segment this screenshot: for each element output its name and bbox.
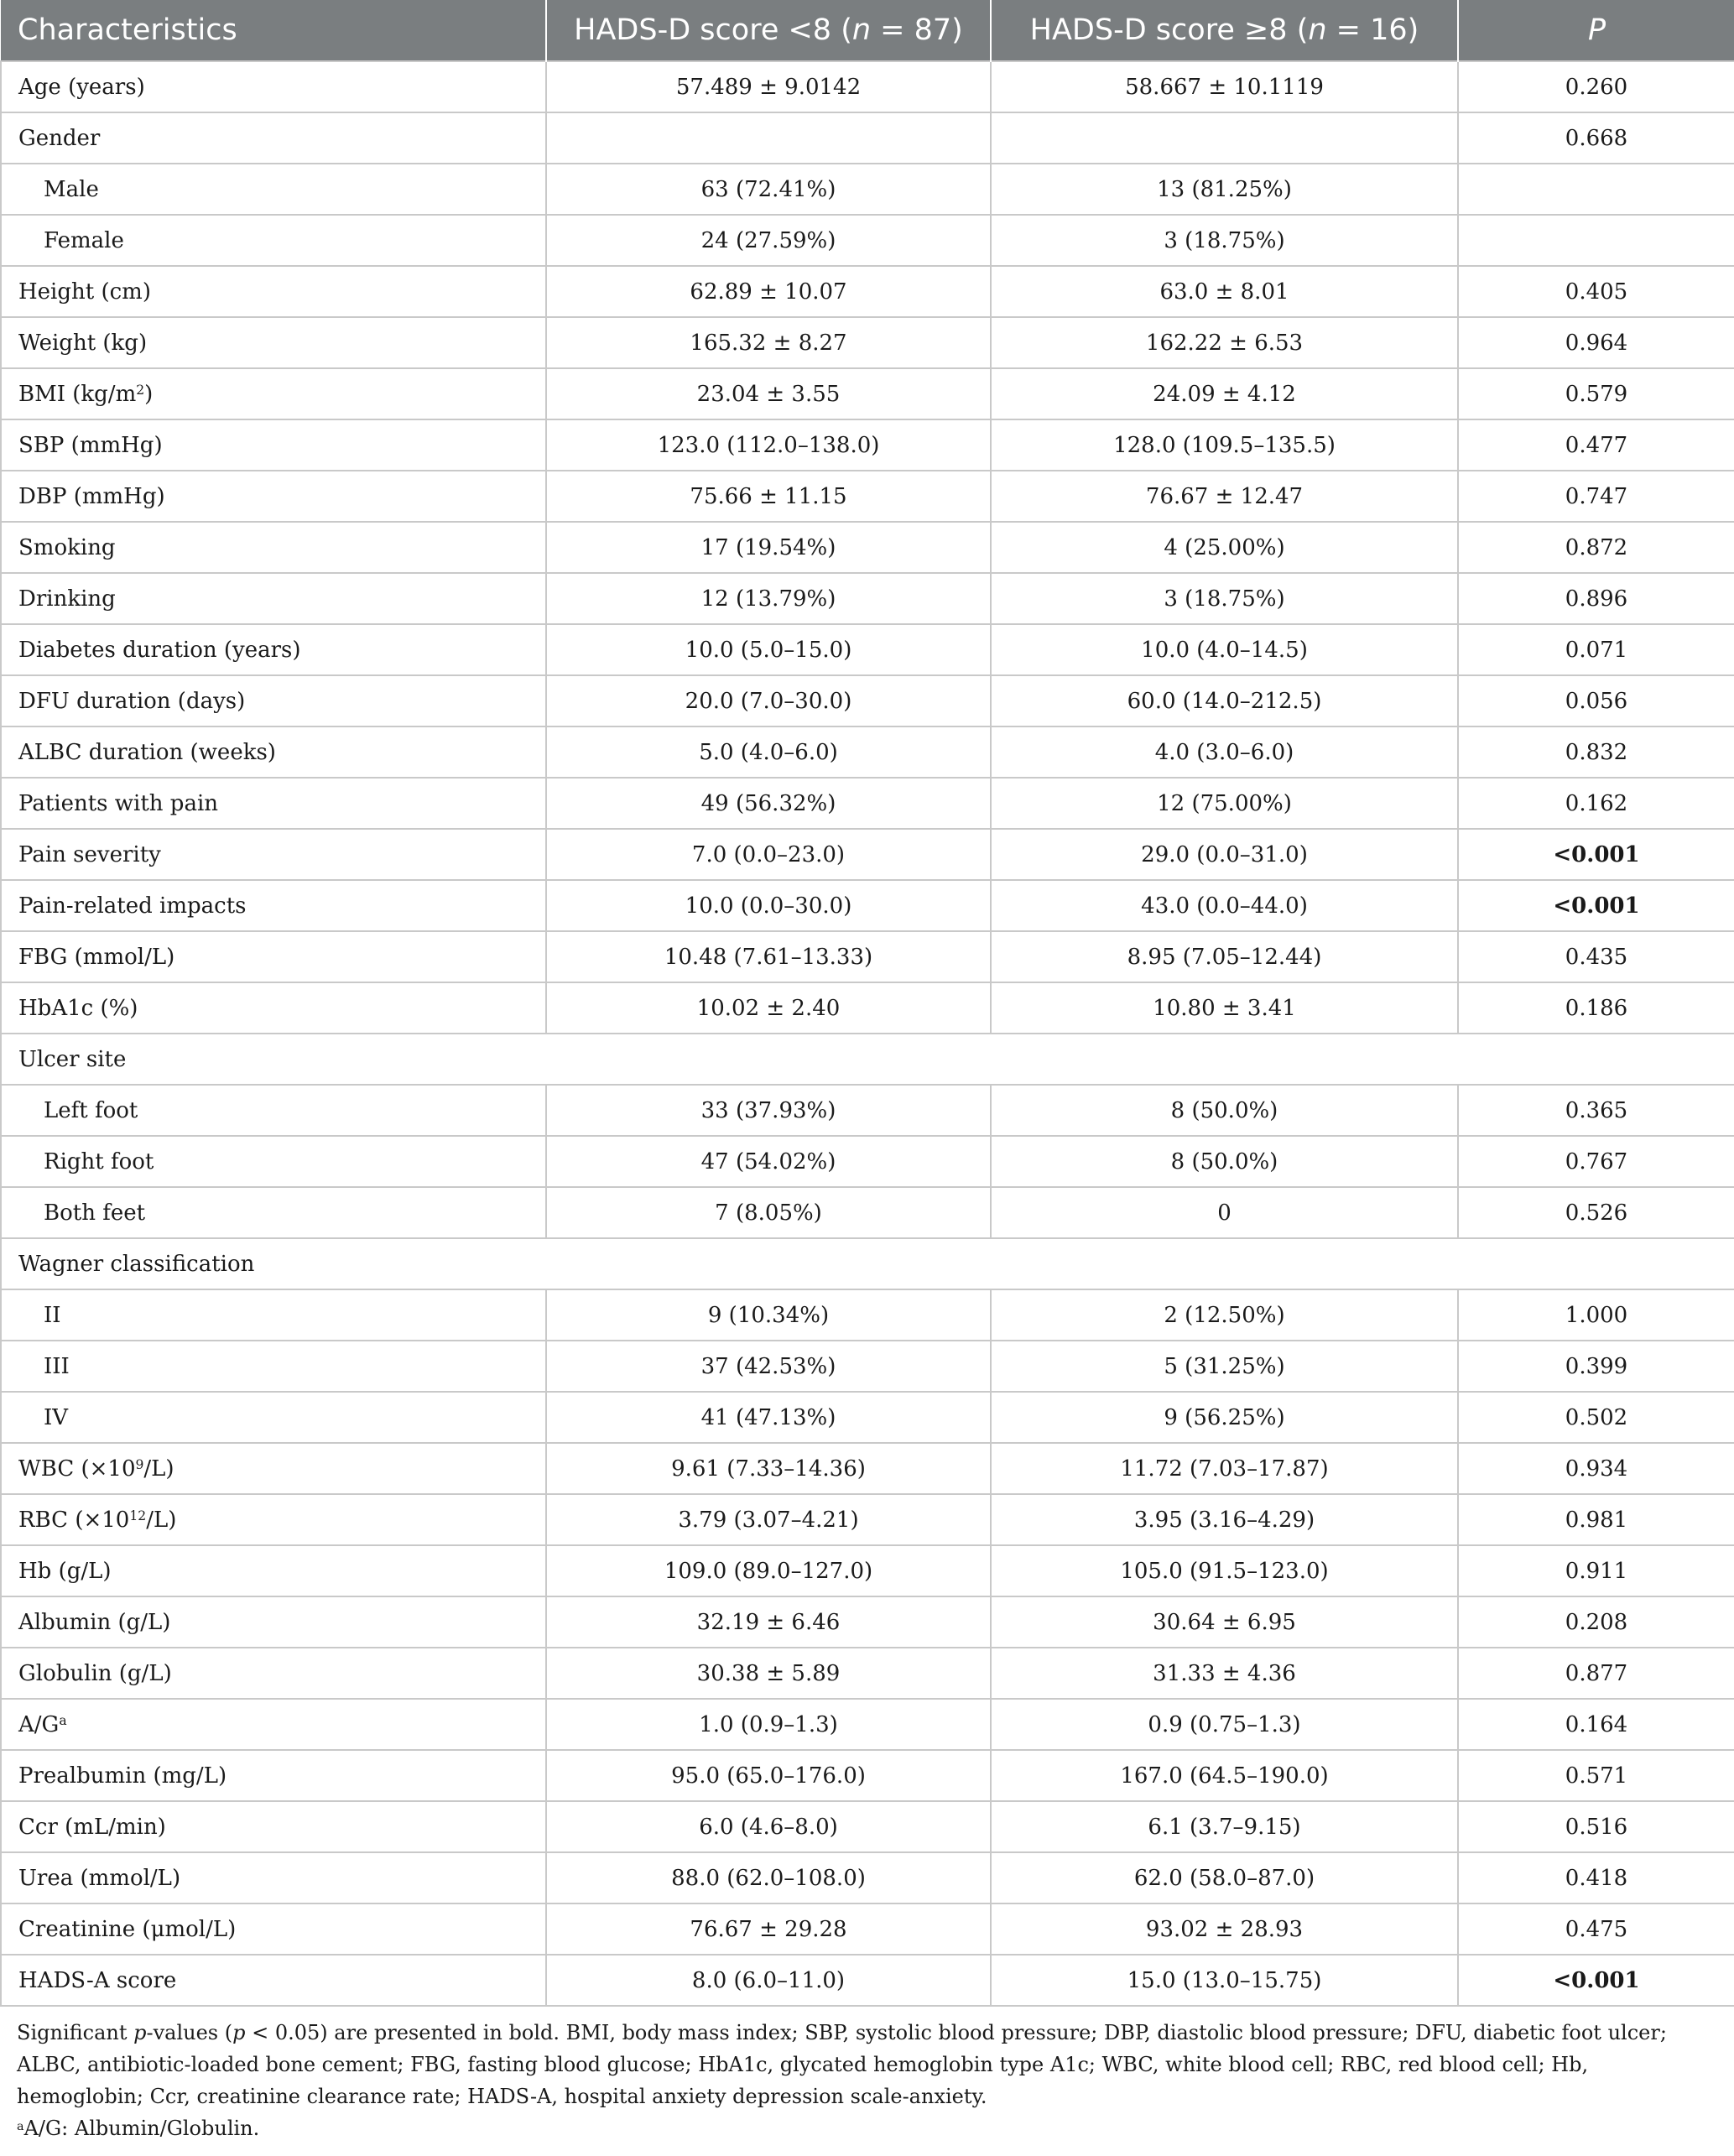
value-hads-d-high: 0 (991, 1187, 1458, 1238)
value-hads-d-low: 1.0 (0.9–1.3) (546, 1699, 991, 1750)
table-row (1, 624, 1734, 675)
row-label: Pain severity (1, 829, 546, 880)
value-hads-d-low: 165.32 ± 8.27 (546, 317, 991, 368)
table-row (1, 1801, 1734, 1852)
table-row (1, 317, 1734, 368)
value-hads-d-high: 10.0 (4.0–14.5) (991, 624, 1458, 675)
value-p: 0.208 (1458, 1596, 1734, 1648)
value-hads-d-low: 123.0 (112.0–138.0) (546, 419, 991, 471)
row-label: Wagner classification (1, 1238, 1734, 1289)
row-label: Smoking (1, 522, 546, 573)
value-hads-d-high: 93.02 ± 28.93 (991, 1903, 1458, 1955)
table-row (1, 1903, 1734, 1955)
row-label: Patients with pain (1, 778, 546, 829)
value-hads-d-low: 95.0 (65.0–176.0) (546, 1750, 991, 1801)
value-hads-d-low: 88.0 (62.0–108.0) (546, 1852, 991, 1903)
table-row (1, 1750, 1734, 1801)
row-label: Weight (kg) (1, 317, 546, 368)
row-label: RBC $(\times 10^{12}/L)$ (1, 1494, 546, 1545)
table-row (1, 1443, 1734, 1494)
value-p: 0.872 (1458, 522, 1734, 573)
footnote-ag: $^a$A/G: Albumin/Globulin. (17, 2117, 260, 2140)
value-p (1458, 164, 1734, 215)
value-p: 0.747 (1458, 471, 1734, 522)
value-hads-d-low: 10.02 ± 2.40 (546, 982, 991, 1034)
value-hads-d-high: 43.0 (0.0–44.0) (991, 880, 1458, 931)
value-p: 0.911 (1458, 1545, 1734, 1596)
table-footnote (17, 2017, 1720, 2144)
value-hads-d-high: 15.0 (13.0–15.75) (991, 1955, 1458, 2006)
value-p: 0.186 (1458, 982, 1734, 1034)
value-p: 0.399 (1458, 1341, 1734, 1392)
value-hads-d-high: 128.0 (109.5–135.5) (991, 419, 1458, 471)
value-hads-d-high: 62.0 (58.0–87.0) (991, 1852, 1458, 1903)
row-label: $A/G^a$ (1, 1699, 546, 1750)
value-hads-d-high: 6.1 (3.7–9.15) (991, 1801, 1458, 1852)
table-row (1, 675, 1734, 726)
value-hads-d-high: 3.95 (3.16–4.29) (991, 1494, 1458, 1545)
value-hads-d-low: 33 (37.93%) (546, 1085, 991, 1136)
value-hads-d-low: 10.48 (7.61–13.33) (546, 931, 991, 982)
value-hads-d-low: 10.0 (5.0–15.0) (546, 624, 991, 675)
value-hads-d-high: 8.95 (7.05–12.44) (991, 931, 1458, 982)
value-hads-d-low: 30.38 ± 5.89 (546, 1648, 991, 1699)
table-row (1, 1136, 1734, 1187)
value-hads-d-low: 32.19 ± 6.46 (546, 1596, 991, 1648)
table-row (1, 880, 1734, 931)
table-row (1, 61, 1734, 112)
row-label: Albumin (g/L) (1, 1596, 546, 1648)
row-label: DFU duration (days) (1, 675, 546, 726)
header-p-value: P (1458, 0, 1734, 61)
value-p: 0.365 (1458, 1085, 1734, 1136)
value-p: 0.964 (1458, 317, 1734, 368)
row-label: HADS-A score (1, 1955, 546, 2006)
row-label: IV (1, 1392, 546, 1443)
value-hads-d-low: 6.0 (4.6–8.0) (546, 1801, 991, 1852)
row-label: DBP (mmHg) (1, 471, 546, 522)
row-label: FBG (mmol/L) (1, 931, 546, 982)
value-hads-d-low: 23.04 ± 3.55 (546, 368, 991, 419)
value-hads-d-high: 9 (56.25%) (991, 1392, 1458, 1443)
row-label: Age (years) (1, 61, 546, 112)
row-label: Left foot (1, 1085, 546, 1136)
value-hads-d-low: 9.61 (7.33–14.36) (546, 1443, 991, 1494)
value-hads-d-high (991, 112, 1458, 164)
value-p: 0.502 (1458, 1392, 1734, 1443)
row-label: Right foot (1, 1136, 546, 1187)
value-p: 0.981 (1458, 1494, 1734, 1545)
row-label: HbA1c (%) (1, 982, 546, 1034)
value-hads-d-high: 58.667 ± 10.1119 (991, 61, 1458, 112)
table-row (1, 1699, 1734, 1750)
value-hads-d-high: 4 (25.00%) (991, 522, 1458, 573)
table-row (1, 1289, 1734, 1341)
table-row (1, 164, 1734, 215)
value-p: 0.526 (1458, 1187, 1734, 1238)
value-p: 0.477 (1458, 419, 1734, 471)
value-hads-d-low: 20.0 (7.0–30.0) (546, 675, 991, 726)
table-row (1, 573, 1734, 624)
value-hads-d-high: 30.64 ± 6.95 (991, 1596, 1458, 1648)
row-label: Urea (mmol/L) (1, 1852, 546, 1903)
value-p: <0.001 (1458, 829, 1734, 880)
table-row (1, 471, 1734, 522)
row-label: Globulin (g/L) (1, 1648, 546, 1699)
table-row (1, 829, 1734, 880)
table-row (1, 931, 1734, 982)
row-label: Gender (1, 112, 546, 164)
row-label: Prealbumin (mg/L) (1, 1750, 546, 1801)
row-label: WBC $(\times 10^9/L)$ (1, 1443, 546, 1494)
value-hads-d-high: 13 (81.25%) (991, 164, 1458, 215)
value-p: <0.001 (1458, 880, 1734, 931)
value-p: 0.516 (1458, 1801, 1734, 1852)
value-hads-d-low: 37 (42.53%) (546, 1341, 991, 1392)
value-p: 0.934 (1458, 1443, 1734, 1494)
value-p: 0.260 (1458, 61, 1734, 112)
value-hads-d-low: 7.0 (0.0–23.0) (546, 829, 991, 880)
row-label: Hb (g/L) (1, 1545, 546, 1596)
value-hads-d-high: 167.0 (64.5–190.0) (991, 1750, 1458, 1801)
row-label: Ccr (mL/min) (1, 1801, 546, 1852)
table-row (1, 1648, 1734, 1699)
value-hads-d-low: 5.0 (4.0–6.0) (546, 726, 991, 778)
value-p: 0.418 (1458, 1852, 1734, 1903)
value-hads-d-low: 62.89 ± 10.07 (546, 266, 991, 317)
value-p: 0.571 (1458, 1750, 1734, 1801)
value-p: 0.164 (1458, 1699, 1734, 1750)
value-hads-d-high: 76.67 ± 12.47 (991, 471, 1458, 522)
table-row (1, 726, 1734, 778)
value-hads-d-low: 47 (54.02%) (546, 1136, 991, 1187)
table-row (1, 368, 1734, 419)
value-hads-d-high: 60.0 (14.0–212.5) (991, 675, 1458, 726)
table-row (1, 778, 1734, 829)
value-hads-d-low: 12 (13.79%) (546, 573, 991, 624)
table-row (1, 1852, 1734, 1903)
row-label: Pain-related impacts (1, 880, 546, 931)
table-row (1, 1596, 1734, 1648)
value-hads-d-high: 5 (31.25%) (991, 1341, 1458, 1392)
row-label: Creatinine (μmol/L) (1, 1903, 546, 1955)
value-hads-d-low: 41 (47.13%) (546, 1392, 991, 1443)
row-label: BMI $(kg/m^2)$ (1, 368, 546, 419)
value-hads-d-high: 162.22 ± 6.53 (991, 317, 1458, 368)
row-label: Diabetes duration (years) (1, 624, 546, 675)
value-p: <0.001 (1458, 1955, 1734, 2006)
header-hads-d-low: HADS-D score <8 (n = 87) (546, 0, 991, 61)
value-hads-d-high: 8 (50.0%) (991, 1136, 1458, 1187)
header-hads-d-high: HADS-D score ≥8 (n = 16) (991, 0, 1458, 61)
value-hads-d-low: 57.489 ± 9.0142 (546, 61, 991, 112)
value-hads-d-low: 76.67 ± 29.28 (546, 1903, 991, 1955)
value-p: 0.668 (1458, 112, 1734, 164)
value-hads-d-low: 8.0 (6.0–11.0) (546, 1955, 991, 2006)
row-label: ALBC duration (weeks) (1, 726, 546, 778)
value-p: 0.832 (1458, 726, 1734, 778)
value-p: 0.162 (1458, 778, 1734, 829)
value-hads-d-high: 63.0 ± 8.01 (991, 266, 1458, 317)
value-hads-d-low: 24 (27.59%) (546, 215, 991, 266)
footnote-significance: Significant p-values (p < 0.05) are presented in bold. BMI, body mass index; SBP, systolic blood pressure; DBP, diastolic blood pressure; DFU, diabetic foot ulcer; ALBC, antibiotic-loaded bone cement; FBG, fasting blood glucose; HbA1c, glycated hemoglobin type A1c; WBC, white blood cell; RBC, red blood cell; Hb, hemoglobin; Ccr, creatinine clearance rate; HADS-A, hospital anxiety depression scale-anxiety. (17, 2021, 1667, 2108)
value-hads-d-high: 3 (18.75%) (991, 573, 1458, 624)
value-hads-d-high: 8 (50.0%) (991, 1085, 1458, 1136)
value-hads-d-low: 7 (8.05%) (546, 1187, 991, 1238)
value-p: 0.896 (1458, 573, 1734, 624)
value-hads-d-low: 63 (72.41%) (546, 164, 991, 215)
table-row (1, 1955, 1734, 2006)
row-label: Both feet (1, 1187, 546, 1238)
value-p: 0.435 (1458, 931, 1734, 982)
table-row (1, 522, 1734, 573)
table-row (1, 1545, 1734, 1596)
value-hads-d-low: 9 (10.34%) (546, 1289, 991, 1341)
row-label: SBP (mmHg) (1, 419, 546, 471)
value-p: 1.000 (1458, 1289, 1734, 1341)
value-hads-d-high: 12 (75.00%) (991, 778, 1458, 829)
table-row (1, 1187, 1734, 1238)
value-p: 0.071 (1458, 624, 1734, 675)
table-row (1, 1341, 1734, 1392)
table-row (1, 419, 1734, 471)
value-p: 0.877 (1458, 1648, 1734, 1699)
value-hads-d-low: 10.0 (0.0–30.0) (546, 880, 991, 931)
value-hads-d-high: 0.9 (0.75–1.3) (991, 1699, 1458, 1750)
table-section-row (1, 1034, 1734, 1085)
value-hads-d-high: 11.72 (7.03–17.87) (991, 1443, 1458, 1494)
header-characteristics: Characteristics (1, 0, 546, 61)
value-p: 0.475 (1458, 1903, 1734, 1955)
table-row (1, 1494, 1734, 1545)
value-hads-d-low (546, 112, 991, 164)
value-hads-d-low: 3.79 (3.07–4.21) (546, 1494, 991, 1545)
value-hads-d-high: 2 (12.50%) (991, 1289, 1458, 1341)
table-row (1, 215, 1734, 266)
value-hads-d-high: 29.0 (0.0–31.0) (991, 829, 1458, 880)
table-header-row (1, 0, 1734, 61)
table-row (1, 266, 1734, 317)
value-hads-d-high: 3 (18.75%) (991, 215, 1458, 266)
row-label: Ulcer site (1, 1034, 1734, 1085)
row-label: Male (1, 164, 546, 215)
row-label: II (1, 1289, 546, 1341)
value-p (1458, 215, 1734, 266)
value-hads-d-high: 31.33 ± 4.36 (991, 1648, 1458, 1699)
value-p: 0.056 (1458, 675, 1734, 726)
value-p: 0.405 (1458, 266, 1734, 317)
value-hads-d-low: 109.0 (89.0–127.0) (546, 1545, 991, 1596)
row-label: Female (1, 215, 546, 266)
table-row (1, 1085, 1734, 1136)
table-body (1, 61, 1734, 2006)
table-row (1, 982, 1734, 1034)
value-p: 0.579 (1458, 368, 1734, 419)
value-hads-d-high: 4.0 (3.0–6.0) (991, 726, 1458, 778)
row-label: III (1, 1341, 546, 1392)
value-p: 0.767 (1458, 1136, 1734, 1187)
value-hads-d-high: 24.09 ± 4.12 (991, 368, 1458, 419)
value-hads-d-low: 17 (19.54%) (546, 522, 991, 573)
table-row (1, 112, 1734, 164)
row-label: Drinking (1, 573, 546, 624)
value-hads-d-high: 105.0 (91.5–123.0) (991, 1545, 1458, 1596)
value-hads-d-low: 75.66 ± 11.15 (546, 471, 991, 522)
table-section-row (1, 1238, 1734, 1289)
table-row (1, 1392, 1734, 1443)
value-hads-d-low: 49 (56.32%) (546, 778, 991, 829)
value-hads-d-high: 10.80 ± 3.41 (991, 982, 1458, 1034)
row-label: Height (cm) (1, 266, 546, 317)
